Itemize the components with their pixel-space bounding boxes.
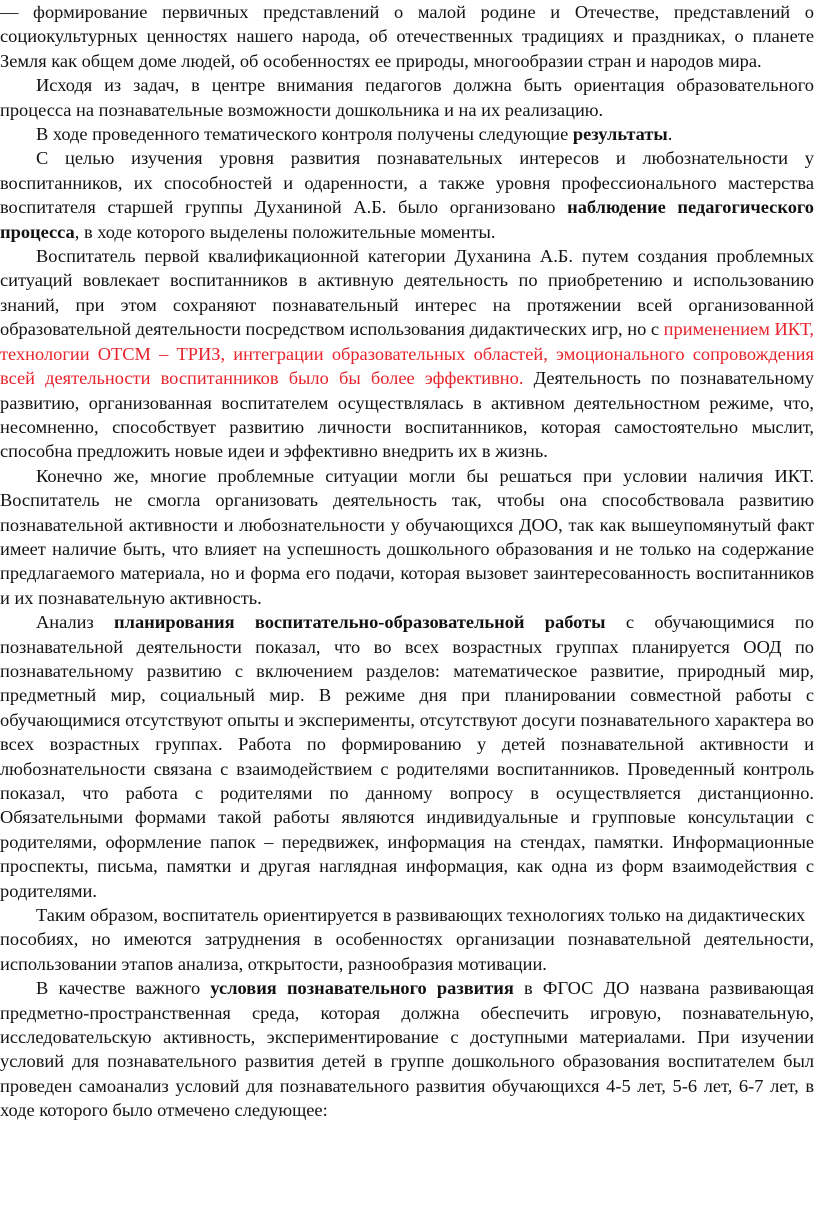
paragraph-8: Таким образом, воспитатель ориентируется в развивающих технологиях только на дидактических <box>36 905 806 926</box>
paragraph-5-text: Воспитатель первой квалификационной категории Духанина А.Б. путем создания проблемных ситуаций вовлекает воспитанников в активную деятельность по приобретению и использованию знаний, при этом сохраняют познавательный интерес на протяжении всей организованной образовательной деятельности посредством использования дидактических игр, но с <box>0 246 814 340</box>
paragraph-10-text: В качестве важного <box>36 978 211 999</box>
paragraph-3-end: . <box>667 124 673 145</box>
paragraph-1: — формирование первичных представлений о малой родине и Отечестве, представлений о социокультурных ценностях нашего народа, об отечественных традициях и праздниках, о планете Земля как общем доме людей, об особенностях ее природы, многообразии стран и народов мира. <box>0 2 814 71</box>
paragraph-10-bold: условия познавательного развития <box>210 978 514 999</box>
paragraph-5 <box>0 244 814 464</box>
paragraph-10 <box>0 976 814 1122</box>
paragraph-3-bold: результаты <box>572 124 668 145</box>
paragraph-4-text: С целью изучения уровня развития познавательных интересов и любознательности у воспитанников, их способностей и одаренности, а также уровня профессионального мастерства воспитателя старшей группы Духаниной А.Б. было организовано <box>0 148 814 218</box>
paragraph-10-end: в ФГОС ДО названа развивающая предметно-пространственная среда, которая должна обеспечить игровую, познавательную, исследовательскую активность, экспериментирование с доступными материалами. При изучении условий для познавательного развития детей в группе дошкольного образования воспитателем был проведен самоанализ условий для познавательного развития обучающихся 4-5 лет, 5-6 лет, 6-7 лет, в ходе которого было отмечено следующее: <box>0 978 815 1121</box>
paragraph-6: Конечно же, многие проблемные ситуации могли бы решаться при условии наличия ИКТ. Воспитатель не смогла организовать деятельность так, чтобы она способствовала развитию познавательной активности и любознательности у обучающихся ДОО, так как вышеупомянутый факт имеет наличие быть, что влияет на успешность дошкольного образования и не только на содержание предлагаемого материала, но и форма его подачи, которая вызовет заинтересованность воспитанников и их познавательную активность. <box>0 465 814 608</box>
paragraph-4 <box>0 146 814 244</box>
paragraph-7-bold: планирования воспитательно-образовательной работы <box>114 612 606 633</box>
paragraph-9: пособиях, но имеются затруднения в особенностях организации познавательной деятельности, использовании этапов анализа, открытости, разнообразия мотивации. <box>0 929 814 974</box>
paragraph-3 <box>0 122 814 146</box>
paragraph-4-end: , в ходе которого выделены положительные моменты. <box>74 221 496 242</box>
paragraph-7 <box>0 610 814 903</box>
paragraph-5-red-highlight: применением ИКТ, технологии ОТСМ – ТРИЗ, интеграции образовательных областей, эмоционального сопровождения всей деятельности воспитанников было бы более эффективно. <box>0 319 814 389</box>
paragraph-5-end: Деятельность по познавательному развитию, организованная воспитателем осуществлялась в активном деятельностном режиме, что, несомненно, способствует развитию личности воспитанников, которая самостоятельно мыслит, способна предложить новые идеи и эффективно внедрить их в жизнь. <box>0 368 814 462</box>
paragraph-7-end: с обучающимися по познавательной деятельности показал, что во всех возрастных группах планируется ООД по познавательному развитию с включением разделов: математическое развитие, природный мир, предметный мир, социальный мир. В режиме дня при планировании совместной работы с обучающимися отсутствуют опыты и эксперименты, отсутствуют досуги познавательного характера во всех возрастных группах. Работа по формированию у детей познавательной активности и любознательности связана с взаимодействием с родителями воспитанников. Проведенный контроль показал, что работа с родителями по данному вопросу в осуществляется дистанционно. Обязательными формами такой работы являются индивидуальные и групповые консультации с родителями, оформление папок – передвижек, информация на стендах, памятки. Информационные проспекты, письма, памятки и другая наглядная информация, как одна из форм взаимодействия с родителями. <box>0 612 814 901</box>
paragraph-4-bold: наблюдение педагогического процесса <box>0 197 814 242</box>
paragraph-7-text: Анализ <box>36 612 115 633</box>
paragraph-2: Исходя из задач, в центре внимания педагогов должна быть ориентация образовательного процесса на познавательные возможности дошкольника и на их реализацию. <box>0 75 814 120</box>
paragraph-3-text: В ходе проведенного тематического контроля получены следующие <box>36 124 573 145</box>
